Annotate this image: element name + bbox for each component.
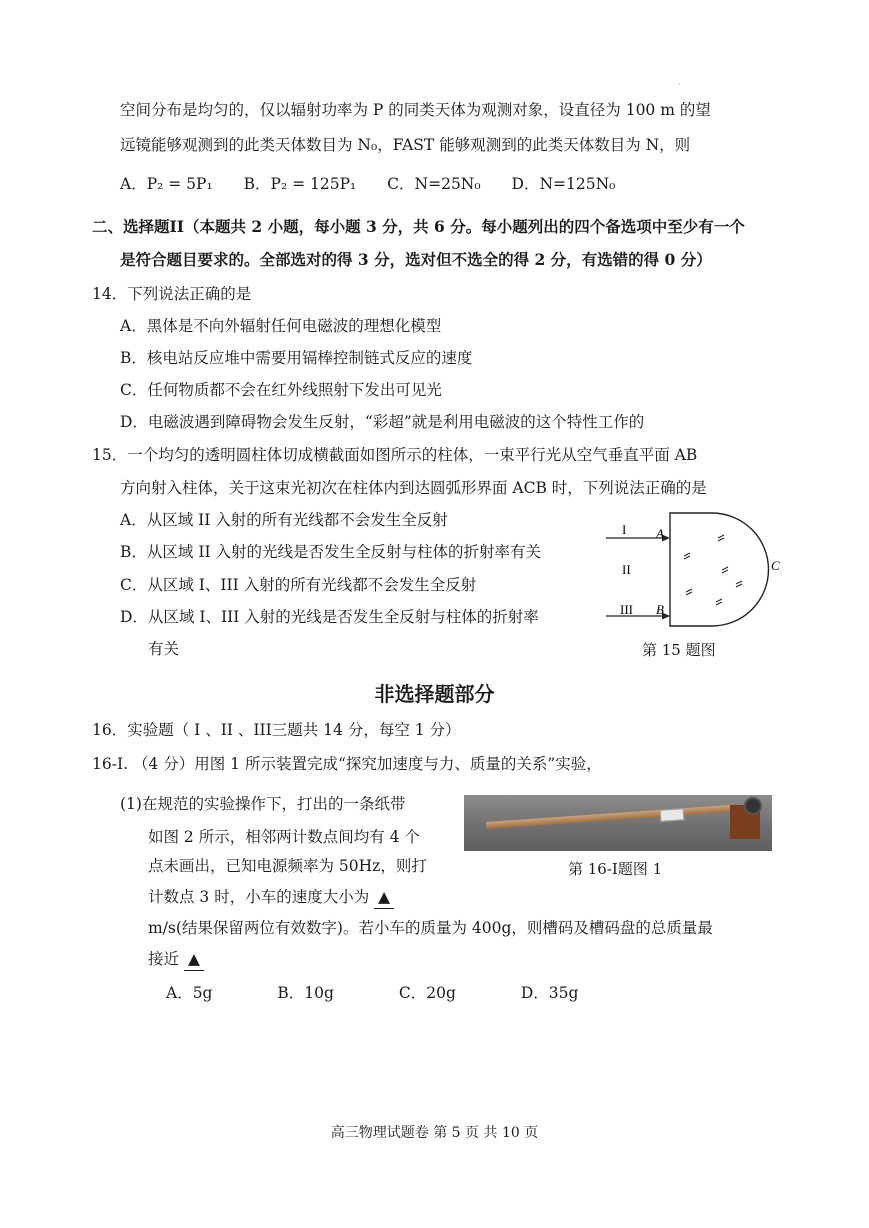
- answer-blank-1: ▲: [374, 886, 394, 909]
- q16-sub-1: 16-I. （4 分）用图 1 所示装置完成“探究加速度与力、质量的关系”实验，: [92, 755, 602, 773]
- q14-option-c: C．任何物质都不会在红外线照射下发出可见光: [120, 381, 442, 399]
- q15-option-b: B．从区域 II 入射的光线是否发生全反射与柱体的折射率有关: [120, 543, 541, 561]
- q15-line-1: 15．一个均匀的透明圆柱体切成横截面如图所示的柱体，一束平行光从空气垂直平面 AB: [92, 446, 698, 464]
- answer-blank-2: ▲: [184, 948, 204, 971]
- q13-option-b: B．P₂ = 125P₁: [243, 175, 357, 193]
- apparatus-photo: [464, 795, 772, 851]
- track-rail: [486, 805, 734, 829]
- q13-option-d: D．N=125N₀: [511, 175, 616, 193]
- cart: [660, 808, 685, 822]
- q16-p1: (1)在规范的实验操作下，打出的一条纸带: [120, 795, 406, 813]
- q15-option-c: C．从区域 I、III 入射的所有光线都不会发生全反射: [120, 576, 477, 594]
- q16-figure1-caption: 第 16-I题图 1: [568, 860, 663, 878]
- q16-option-b: B．10g: [277, 984, 334, 1002]
- q15-option-a: A．从区域 II 入射的所有光线都不会发生全反射: [120, 511, 448, 529]
- section-title: 非选择题部分: [374, 682, 495, 706]
- q15-line-2: 方向射入柱体，关于这束光初次在柱体内到达圆弧形界面 ACB 时，下列说法正确的是: [120, 479, 707, 497]
- cylinder-cross-section: [670, 513, 768, 626]
- q16-options: [166, 982, 604, 1004]
- hatch-marks: [684, 535, 742, 605]
- page-footer: 高三物理试题卷 第 5 页 共 10 页: [330, 1125, 539, 1141]
- label-point-b: B: [656, 602, 664, 617]
- q14-option-a: A．黑体是不向外辐射任何电磁波的理想化模型: [120, 317, 442, 335]
- label-point-c: C: [771, 558, 780, 573]
- q16-p6-line: [148, 948, 204, 971]
- pulley: [744, 797, 762, 815]
- section2-line-2: 是符合题目要求的。全部选对的得 3 分，选对但不选全的得 2 分，有选错的得 0 分）: [120, 250, 712, 269]
- q16-p2: 如图 2 所示，相邻两计数点间均有 4 个: [148, 828, 420, 846]
- label-point-a: A: [656, 526, 664, 541]
- q15-figure: [600, 508, 790, 632]
- label-region-iii: III: [620, 602, 633, 617]
- q13-option-a: A．P₂ = 5P₁: [120, 175, 213, 193]
- q15-option-d-cont: 有关: [148, 640, 180, 658]
- q15-option-d: D．从区域 I、III 入射的光线是否发生全反射与柱体的折射率: [120, 608, 539, 626]
- q16-p4: 计数点 3 时，小车的速度大小为: [148, 888, 370, 906]
- q16-option-d: D．35g: [520, 984, 579, 1002]
- label-region-i: I: [622, 522, 627, 537]
- q15-figure-caption: 第 15 题图: [642, 641, 716, 659]
- q14-option-b: B．核电站反应堆中需要用镉棒控制链式反应的速度: [120, 349, 473, 367]
- q16-option-a: A．5g: [166, 984, 213, 1002]
- q16-p6: 接近: [148, 950, 180, 968]
- q16-head: 16．实验题（ I 、II 、III三题共 14 分，每空 1 分）: [92, 721, 461, 739]
- q13-options: [120, 173, 641, 195]
- q13-line-2: 远镜能够观测到的此类天体数目为 N₀，FAST 能够观测到的此类天体数目为 N，则: [120, 136, 691, 154]
- q16-p3: 点未画出，已知电源频率为 50Hz，则打: [148, 857, 427, 875]
- q16-p5: m/s(结果保留两位有效数字)。若小车的质量为 400g，则槽码及槽码盘的总质量最: [148, 919, 713, 937]
- q14-stem: 14．下列说法正确的是: [92, 285, 252, 303]
- section2-line-1: 二、选择题II（本题共 2 小题，每小题 3 分，共 6 分。每小题列出的四个备选项中至少有一个: [92, 217, 745, 236]
- q16-option-c: C．20g: [398, 984, 456, 1002]
- q16-p4-line: [148, 886, 394, 909]
- scan-speck: ·: [678, 80, 681, 89]
- q14-option-d: D．电磁波遇到障碍物会发生反射，“彩超”就是利用电磁波的这个特性工作的: [120, 413, 645, 431]
- q13-option-c: C．N=25N₀: [387, 175, 481, 193]
- q13-line-1: 空间分布是均匀的，仅以辐射功率为 P 的同类天体为观测对象，设直径为 100 m 的望: [120, 101, 711, 119]
- label-region-ii: II: [622, 562, 631, 577]
